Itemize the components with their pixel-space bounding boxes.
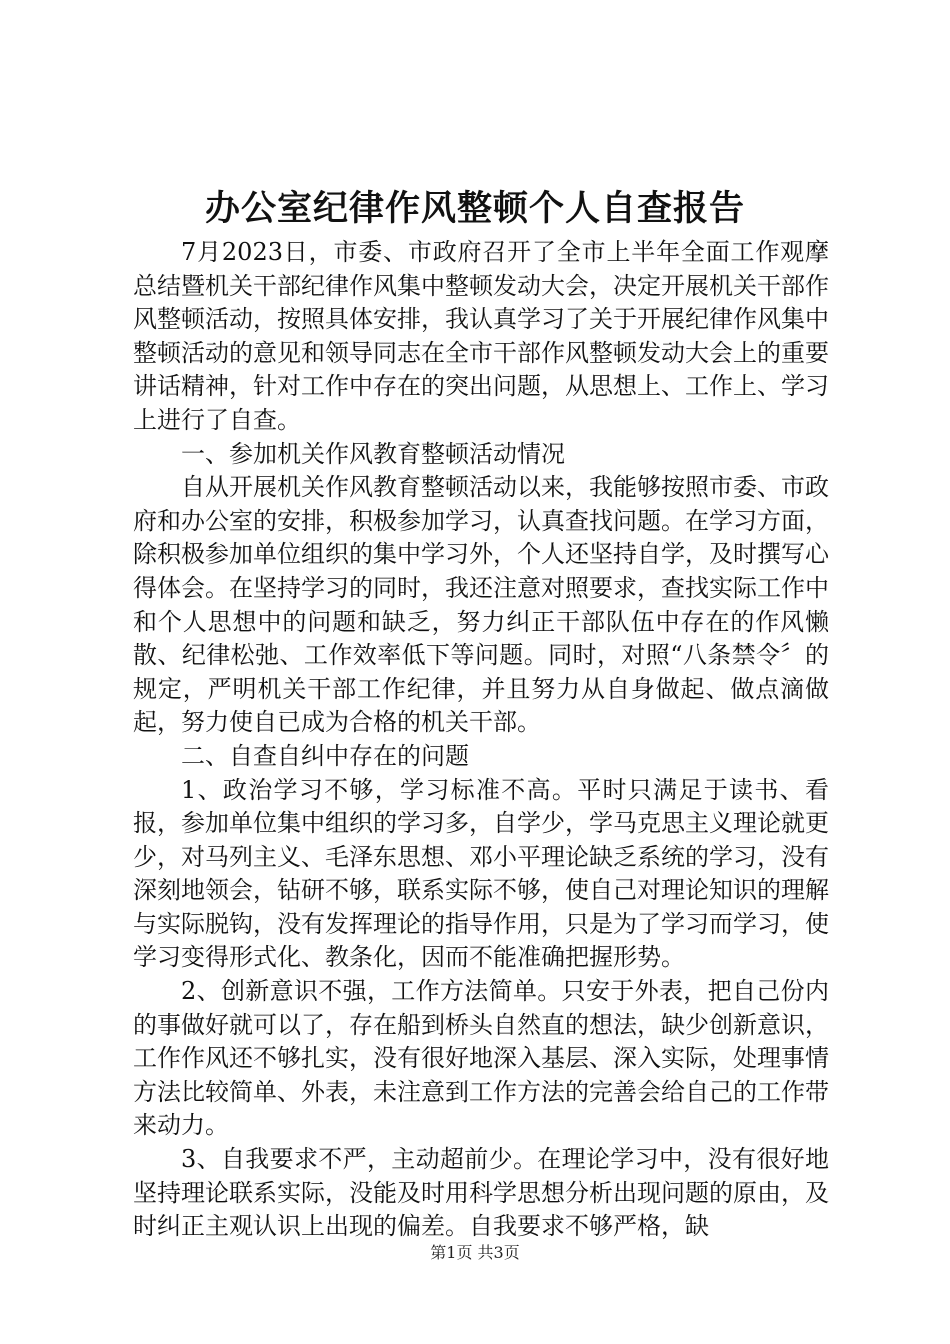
paragraph-issue-2: 2、创新意识不强，工作方法简单。只安于外表，把自己份内的事做好就可以了，存在船到桥头自然直的想法，缺少创新意识，工作作风还不够扎实，没有很好地深入基层、深入实际，处理事情方法比较简单、外表，未注意到工作方法的完善会给自己的工作带来动力。	[133, 977, 829, 1140]
paragraph-issue-1: 1、政治学习不够，学习标准不高。平时只满足于读书、看报，参加单位集中组织的学习多，自学少，学马克思主义理论就更少，对马列主义、毛泽东思想、邓小平理论缺乏系统的学习，没有深刻地领会，钻研不够，联系实际不够，使自己对理论知识的理解与实际脱钩，没有发挥理论的指导作用，只是为了学习而学习，使学习变得形式化、教条化，因而不能准确把握形势。	[133, 775, 829, 972]
document-title: 办公室纪律作风整顿个人自查报告	[204, 188, 745, 229]
paragraph-section-1: 自从开展机关作风教育整顿活动以来，我能够按照市委、市政府和办公室的安排，积极参加学习，认真查找问题。在学习方面，除积极参加单位组织的集中学习外，个人还坚持自学，及时撰写心得体会。在坚持学习的同时，我还注意对照要求，查找实际工作中和个人思想中的问题和缺乏，努力纠正干部队伍中存在的作风懒散、纪律松弛、工作效率低下等问题。同时，对照“八条禁令〞的规定，严明机关干部工作纪律，并且努力从自身做起、做点滴做起，努力使自已成为合格的机关干部。	[133, 473, 829, 737]
page-number-footer: 第1页 共3页	[430, 1243, 520, 1262]
section-heading-1: 一、参加机关作风教育整顿活动情况	[181, 439, 565, 468]
paragraph-intro: 7月2023日，市委、市政府召开了全市上半年全面工作观摩总结暨机关干部纪律作风集中整顿发动大会，决定开展机关干部作风整顿活动，按照具体安排，我认真学习了关于开展纪律作风集中整顿活动的意见和领导同志在全市干部作风整顿发动大会上的重要讲话精神，针对工作中存在的突出问题，从思想上、工作上、学习上进行了自查。	[133, 238, 829, 434]
paragraph-issue-3: 3、自我要求不严，主动超前少。在理论学习中，没有很好地坚持理论联系实际，没能及时用科学思想分析出现问题的原由，及时纠正主观认识上出现的偏差。自我要求不够严格，缺	[133, 1145, 829, 1241]
section-heading-2: 二、自查自纠中存在的问题	[181, 741, 469, 770]
document-body	[133, 236, 829, 1244]
